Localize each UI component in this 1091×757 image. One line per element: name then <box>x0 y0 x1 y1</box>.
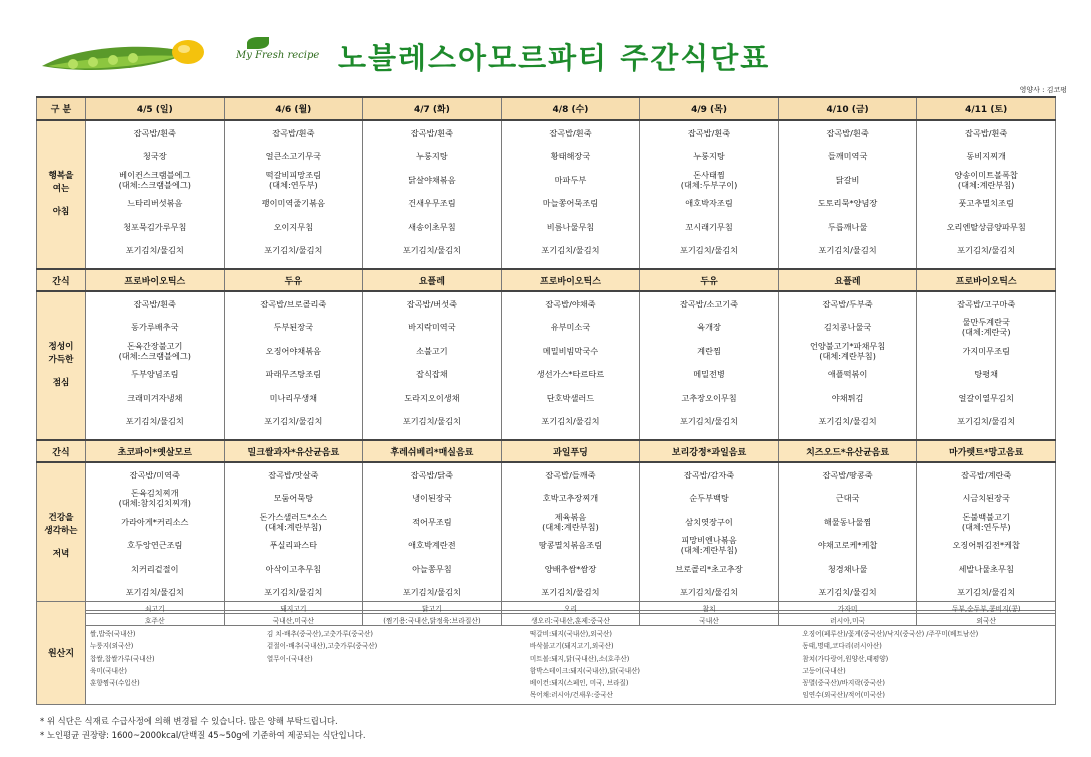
dish: 잡곡밥/두부죽 <box>822 298 873 309</box>
dish: 잡곡밥/미역죽 <box>129 469 180 480</box>
meal-cell <box>224 120 363 269</box>
dish: 청국장 <box>142 151 167 162</box>
dish: 애플떡볶이 <box>827 369 868 380</box>
origin-detail-line: 떡갈비:돼지(국내산),외국산) <box>529 630 612 638</box>
snack-item: 치즈오드*유산균음료 <box>778 440 917 462</box>
snack-item: 마가렛트*망고음료 <box>917 440 1056 462</box>
dish: 잡곡밥/흰죽 <box>965 127 1008 138</box>
day-header: 4/7 (화) <box>363 97 502 120</box>
dish: 떡갈비피망조림 (대체:연두부) <box>265 169 322 190</box>
snack-item: 두유 <box>640 269 779 291</box>
origin-detail-line: 누룽지(외국산) <box>90 642 134 651</box>
dish: 청경채나물 <box>827 563 868 574</box>
dish: 잡곡밥/닭죽 <box>410 469 454 480</box>
dish: 제육볶음 (대체:계란부침) <box>542 511 599 532</box>
dish: 마늘쫑어묵조림 <box>542 198 599 209</box>
dish: 미나리무생채 <box>269 392 318 403</box>
meal-label-line: 정성이 <box>48 342 74 352</box>
dish: 포기김치/물김치 <box>679 587 739 598</box>
dish: 언양불고기*파채무침 (대체:계란부침) <box>809 340 886 361</box>
dish: 닭갈비 <box>835 174 860 185</box>
dish: 잡곡밥/맛살죽 <box>268 469 319 480</box>
dish: 푸실리파스타 <box>269 540 318 551</box>
dish: 생선가스*타르타르 <box>536 369 605 380</box>
dish: 삼치엿장구이 <box>685 516 733 527</box>
meal-label-line: 여는 <box>52 184 70 194</box>
dish: 메밀비빔막국수 <box>542 345 599 356</box>
lunch-label <box>37 291 86 440</box>
dish: 잡곡밥/계란죽 <box>961 469 1012 480</box>
dish: 들깨미역국 <box>827 151 868 162</box>
dish: 오징어야채볶음 <box>265 345 322 356</box>
day-header: 4/6 (월) <box>224 97 363 120</box>
dinner-row <box>37 462 1056 611</box>
snack-item: 보리강정*과일음료 <box>640 440 779 462</box>
meal-cell <box>363 291 502 440</box>
dish: 아늘쫑무침 <box>412 563 452 574</box>
origin-country: 러시아,미국 <box>778 614 917 626</box>
dish: 얼갈이열무김치 <box>958 392 1014 403</box>
snack-item: 과일푸딩 <box>501 440 640 462</box>
dish: 잡식잡채 <box>416 369 448 380</box>
day-header: 4/10 (금) <box>778 97 917 120</box>
snack-item: 두유 <box>224 269 363 291</box>
breakfast-row <box>37 120 1056 269</box>
origin-detail-column <box>530 628 803 702</box>
dish: 포기김치/물김치 <box>957 245 1016 256</box>
dish: 두부된장국 <box>273 322 314 333</box>
origin-detail-line: 참치(가다랑어,원양산,태평양) <box>802 654 889 663</box>
origin-country: 국내산 <box>640 614 779 626</box>
dish: 치커리겉절이 <box>131 563 179 574</box>
dish: 오이지무침 <box>273 221 314 232</box>
dish: 피망비엔나볶음 (대체:계란부침) <box>680 535 738 556</box>
weekly-menu-table <box>36 96 1056 611</box>
origin-detail-line: 열무이-(국내산) <box>266 654 313 663</box>
dish: 베이컨스크램블에그 (대체:스크램블에그) <box>118 169 191 190</box>
dish: 도라지오이생채 <box>404 392 460 403</box>
dinner-label <box>37 462 86 611</box>
meal-cell <box>917 291 1056 440</box>
dish: 두릅깨나물 <box>827 221 868 232</box>
snack-item: 밀크쌀과자*유산균음료 <box>224 440 363 462</box>
dish: 잡곡밥/흰죽 <box>410 127 454 138</box>
dish: 잡곡밥/고구마죽 <box>957 298 1016 309</box>
origin-detail-line: 바삭불고기(돼지고기,외국산) <box>529 642 614 651</box>
day-header: 4/5 (일) <box>86 97 225 120</box>
dish: 돈육김치찌개 (대체:참치김치찌개) <box>118 488 191 509</box>
meal-label-line <box>37 538 85 548</box>
dish: 육개장 <box>697 322 721 333</box>
page-title: 노블레스아모르파티 주간식단표 <box>338 41 771 75</box>
dish: 야채고로케*케찹 <box>817 540 878 551</box>
dish: 포기김치/물김치 <box>125 416 184 427</box>
dish: 가라아게*커리소스 <box>121 516 189 527</box>
meal-label-line: 아침 <box>52 207 70 217</box>
dish: 고추장오이무침 <box>681 392 737 403</box>
dish: 포기김치/물김치 <box>264 416 323 427</box>
origin-detail-line: 미트볼:돼지,닭(국내산),소(호주산) <box>529 654 630 663</box>
origin-detail-line: 꽁멸(중국산)/바지락(중국산) <box>802 679 885 688</box>
dish: 마파두부 <box>554 174 587 185</box>
meal-cell <box>86 291 225 440</box>
dish: 잡곡밥/소고기죽 <box>679 298 739 309</box>
footnotes <box>40 714 366 742</box>
meal-cell <box>778 120 917 269</box>
origin-detail-row <box>37 626 1056 705</box>
dish: 꼬시래기무침 <box>685 221 733 232</box>
dish: 황태해장국 <box>550 151 591 162</box>
origin-country: 외국산 <box>917 614 1056 626</box>
dish: 잡곡밥/야채죽 <box>545 298 596 309</box>
snack-label: 간식 <box>37 269 86 291</box>
dish: 풋고추멸치조림 <box>958 198 1014 209</box>
dish: 포기김치/물김치 <box>957 587 1016 598</box>
dish: 아삭이고추무침 <box>265 563 322 574</box>
dish: 야채튀김 <box>831 392 864 403</box>
dish: 오징어튀김전*케찹 <box>952 540 1020 551</box>
dish: 포기김치/물김치 <box>818 587 877 598</box>
dish: 적어무조림 <box>412 516 452 527</box>
dish: 순두부백탕 <box>689 493 729 504</box>
meal-label-line <box>37 196 85 206</box>
meal-cell <box>224 462 363 611</box>
dish: 잡곡밥/땅콩죽 <box>822 469 873 480</box>
dish: 잡곡밥/흰죽 <box>133 127 176 138</box>
dish: 김치콩나물국 <box>823 322 872 333</box>
origin-detail-line: 베이컨:돼지(스페인, 미국, 브라질) <box>529 679 629 688</box>
pea-pod-logo-icon <box>38 36 213 86</box>
origin-meat: 가자미 <box>778 602 917 614</box>
dish: 소불고기 <box>416 345 448 356</box>
footnote-2: * 노인평균 권장량: 1600~2000kcal/단백질 45~50g에 기준하여 제공되는 식단입니다. <box>40 730 366 740</box>
meal-cell <box>363 120 502 269</box>
dish: 잡곡밥/흰죽 <box>687 127 731 138</box>
dish: 브로콜리*초고추장 <box>675 563 743 574</box>
dish: 도토리묵*양념장 <box>817 198 878 209</box>
meal-label-line <box>37 367 85 377</box>
dish: 메밀전병 <box>693 369 725 380</box>
origin-meat: 쇠고기 <box>86 602 225 614</box>
dish: 계란찜 <box>697 345 721 356</box>
origin-country: (찜기용:국내산,닭정육:브라질산) <box>363 614 502 626</box>
origin-meat: 두부,순두부,콩비지(콩) <box>917 602 1056 614</box>
dish: 포기김치/물김치 <box>957 416 1016 427</box>
origin-detail-column <box>802 628 1051 702</box>
dish: 시금치된장국 <box>962 493 1010 504</box>
origin-detail-line: 겉절이-배추(국내산),고춧가루(중국산) <box>266 642 378 651</box>
origin-detail-line: 찹쌀,찹쌀가루(국내산) <box>90 654 155 663</box>
origin-detail-column <box>267 628 530 702</box>
dish: 포기김치/물김치 <box>679 245 739 256</box>
dish: 얼큰소고기무국 <box>265 151 322 162</box>
origin-meat: 닭고기 <box>363 602 502 614</box>
dish: 포기김치/물김치 <box>264 245 323 256</box>
snack1-row <box>37 269 1056 291</box>
meal-cell <box>640 120 779 269</box>
brand-script: My Fresh recipe <box>236 50 320 61</box>
origin-detail-line: 오징어(페루산)/꽃게(중국산)/낙지(중국산) /주꾸미(베트남산) <box>802 630 979 638</box>
dish: 잡곡밥/흰죽 <box>133 298 176 309</box>
snack-item: 요플레 <box>363 269 502 291</box>
dish: 물만두계란국 (대체:계란국) <box>961 317 1011 338</box>
dish: 바지락미역국 <box>408 322 456 333</box>
dish: 애호박자조림 <box>685 198 733 209</box>
dish: 근대국 <box>835 493 860 504</box>
dish: 잡곡밥/브로콜리죽 <box>260 298 327 309</box>
dish: 닭살야채볶음 <box>408 174 456 185</box>
dish: 포기김치/물김치 <box>402 245 461 256</box>
dish: 돈육간장불고기 (대체:스크램블에그) <box>118 340 191 361</box>
origin-detail-cell <box>86 626 1056 705</box>
day-header: 4/8 (수) <box>501 97 640 120</box>
snack-item: 프로바이오틱스 <box>501 269 640 291</box>
dish: 동가루배추국 <box>131 322 179 333</box>
dish: 탕평채 <box>974 369 999 380</box>
dish: 파래무즈탕조림 <box>265 369 322 380</box>
dish: 잡곡밥/흰죽 <box>826 127 869 138</box>
origin-country: 국내산,미국산 <box>224 614 363 626</box>
origin-meat: 돼지고기 <box>224 602 363 614</box>
dish: 땅콩멸치볶음조림 <box>538 540 603 551</box>
dish: 포기김치/물김치 <box>125 245 184 256</box>
dish: 잡곡밥/감자죽 <box>683 469 735 480</box>
origin-country: 호주산 <box>86 614 225 626</box>
origin-detail-line: 쌀,밥죽(국내산) <box>90 630 136 638</box>
dish: 동비지찌개 <box>966 151 1006 162</box>
origin-country-row <box>37 614 1056 626</box>
origin-meat: 오리 <box>501 602 640 614</box>
breakfast-label <box>37 120 86 269</box>
snack-item: 후레쉬베리*매실음료 <box>363 440 502 462</box>
day-header-row <box>37 97 1056 120</box>
dish: 포기김치/물김치 <box>679 416 739 427</box>
meal-cell <box>917 120 1056 269</box>
origin-detail-line: 함박스테이크:돼지(국내산),닭(국내산) <box>529 666 641 675</box>
meal-cell <box>640 291 779 440</box>
meal-cell <box>86 120 225 269</box>
dish: 포기김치/물김치 <box>818 416 877 427</box>
dish: 새송이초무침 <box>408 221 456 232</box>
dish: 돈사태찜 (대체:두부구이) <box>680 169 738 190</box>
dish: 양송이미트볼폭찹 (대체:계란부침) <box>954 169 1018 190</box>
dish: 포기김치/물김치 <box>818 245 877 256</box>
origin-meat: 참치 <box>640 602 779 614</box>
day-header: 4/11 (토) <box>917 97 1056 120</box>
dish: 잡곡밥/들깨죽 <box>545 469 596 480</box>
origin-detail-column <box>90 628 267 702</box>
dish: 포기김치/물김치 <box>402 587 461 598</box>
dish: 냉이된장국 <box>412 493 452 504</box>
dish: 세발나물초무침 <box>958 563 1014 574</box>
dish: 유부미소국 <box>550 322 591 333</box>
dish: 느타리버섯볶음 <box>127 198 183 209</box>
dish: 오리엔탈상큼양파무침 <box>946 221 1026 232</box>
dish: 청포묵김가루무침 <box>123 221 187 232</box>
dish: 잡곡밥/흰죽 <box>272 127 315 138</box>
dish: 크래미겨자냉채 <box>127 392 183 403</box>
snack-item: 초코파이*옛살모르 <box>86 440 225 462</box>
snack2-row <box>37 440 1056 462</box>
dish: 포기김치/물김치 <box>541 245 600 256</box>
meal-cell <box>778 291 917 440</box>
dish: 비름나물무침 <box>546 221 595 232</box>
dish: 호두앙연근조림 <box>127 540 183 551</box>
meal-cell <box>86 462 225 611</box>
origin-detail-line: 목어채:러시아/건새우:중국산 <box>529 691 613 700</box>
day-header: 4/9 (목) <box>640 97 779 120</box>
origin-detail-line: 훈향찜국(수입산) <box>90 679 140 688</box>
dish: 모둠어묵탕 <box>273 493 314 504</box>
meal-cell <box>501 462 640 611</box>
origin-detail-line: 김 치-배추(중국산),고춧가루(중국산) <box>266 630 373 638</box>
origin-detail-line: 육미(국내산) <box>90 666 127 675</box>
dish: 포기김치/물김치 <box>125 587 184 598</box>
meal-cell <box>501 291 640 440</box>
dish: 양배추쌈*쌈장 <box>544 563 597 574</box>
dish: 누룽지탕 <box>693 151 725 162</box>
meal-label-line: 생각하는 <box>44 526 78 536</box>
dish: 돈불백불고기 (대체:연두부) <box>961 511 1011 532</box>
dish: 포기김치/물김치 <box>541 587 600 598</box>
origin-detail-line: 동태,명태,코다리(러시아산) <box>802 642 882 651</box>
dish: 돈가스샐러드*소스 (대체:계란부침) <box>259 511 328 532</box>
dish: 포기김치/물김치 <box>264 587 323 598</box>
page-header <box>0 0 1091 92</box>
meal-label-line: 건강을 <box>48 513 74 523</box>
meal-cell <box>640 462 779 611</box>
snack-item: 프로바이오틱스 <box>917 269 1056 291</box>
meal-label-line: 가득한 <box>48 355 74 365</box>
dish: 잡곡밥/흰죽 <box>549 127 592 138</box>
origin-detail-line: 고등어(국내산) <box>802 666 846 675</box>
origin-detail-line: 임연수(외국산)/적어(미국산) <box>802 691 885 700</box>
snack-item: 프로바이오틱스 <box>86 269 225 291</box>
dish: 해물동나물찜 <box>823 516 872 527</box>
meal-cell <box>363 462 502 611</box>
origin-meat-row <box>37 602 1056 614</box>
dish: 단호박샐러드 <box>546 392 595 403</box>
leaf-icon <box>247 37 269 49</box>
meal-cell <box>917 462 1056 611</box>
snack-item: 요플레 <box>778 269 917 291</box>
meal-label-line: 행복을 <box>48 171 74 181</box>
meal-cell <box>778 462 917 611</box>
dish: 잡곡밥/버섯죽 <box>406 298 458 309</box>
meal-cell <box>224 291 363 440</box>
origin-country: 생오리:국내산,훈제:중국산 <box>501 614 640 626</box>
dish: 건새우무조림 <box>408 198 456 209</box>
dish: 가지미무조림 <box>962 345 1010 356</box>
origin-table <box>36 601 1056 705</box>
lunch-row <box>37 291 1056 440</box>
dish: 포기김치/물김치 <box>402 416 461 427</box>
snack-label: 간식 <box>37 440 86 462</box>
origin-label: 원산지 <box>37 602 86 705</box>
meal-label-line: 저녁 <box>52 549 70 559</box>
corner-label: 구 분 <box>37 97 86 120</box>
dish: 팽이미역줄기볶음 <box>261 198 325 209</box>
meal-label-line: 점심 <box>52 378 70 388</box>
dish: 호박고추장찌개 <box>542 493 599 504</box>
dish: 두부양념조림 <box>131 369 179 380</box>
dish: 애호박계란전 <box>408 540 456 551</box>
dish: 누룽지탕 <box>416 151 448 162</box>
footnote-1: * 위 식단은 식재료 수급사정에 의해 변경될 수 있습니다. 많은 양해 부탁드립니다. <box>40 716 338 726</box>
dietitian-name: 영양사 : 김코펑 <box>1019 86 1067 94</box>
dish: 포기김치/물김치 <box>541 416 600 427</box>
meal-cell <box>501 120 640 269</box>
